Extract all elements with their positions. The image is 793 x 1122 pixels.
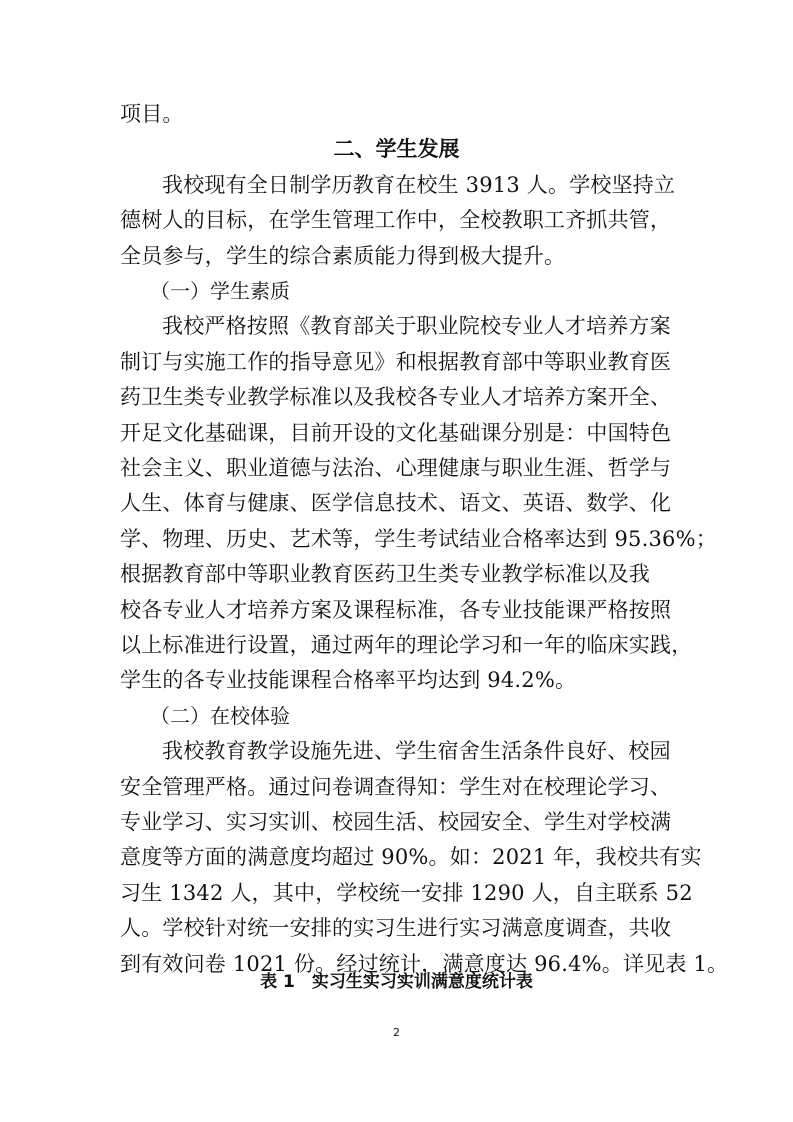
paragraph-line: 校各专业人才培养方案及课程标准，各专业技能课严格按照 (120, 598, 672, 622)
page-number: 2 (393, 1026, 400, 1039)
subheading-student-quality: （一）学生素质 (150, 279, 290, 303)
paragraph-line: 人。学校针对统一安排的实习生进行实习满意度调查，共收 (120, 916, 672, 940)
subheading-campus-experience: （二）在校体验 (150, 704, 290, 728)
paragraph-line: 习生 1342 人，其中，学校统一安排 1290 人，自主联系 52 (120, 881, 693, 905)
paragraph-line: 德树人的目标，在学生管理工作中，全校教职工齐抓共管， (120, 208, 672, 232)
paragraph-line: 我校严格按照《教育部关于职业院校专业人才培养方案 (162, 314, 671, 338)
paragraph-line: 药卫生类专业教学标准以及我校各专业人才培养方案开全、 (120, 385, 672, 409)
paragraph-line: 意度等方面的满意度均超过 90%。如：2021 年，我校共有实 (120, 845, 702, 869)
paragraph-line: 安全管理严格。通过问卷调查得知：学生对在校理论学习、 (120, 775, 672, 799)
paragraph-line: 以上标准进行设置，通过两年的理论学习和一年的临床实践， (120, 633, 693, 657)
paragraph-line: 我校现有全日制学历教育在校生 3913 人。学校坚持立 (162, 173, 676, 197)
paragraph-line: 人生、体育与健康、医学信息技术、语文、英语、数学、化 (120, 491, 672, 515)
table-caption: 表 1 实习生实习实训满意度统计表 (260, 972, 533, 992)
paragraph-line: 根据教育部中等职业教育医药卫生类专业教学标准以及我 (120, 562, 650, 586)
paragraph-line: 到有效问卷 1021 份。经过统计，满意度达 96.4%。详见表 1。 (120, 952, 729, 976)
paragraph-line: 学生的各专业技能课程合格率平均达到 94.2%。 (120, 668, 577, 692)
paragraph-line: 全员参与，学生的综合素质能力得到极大提升。 (120, 244, 566, 268)
paragraph-line: 社会主义、职业道德与法治、心理健康与职业生涯、哲学与 (120, 456, 672, 480)
paragraph-line: 我校教育教学设施先进、学生宿舍生活条件良好、校园 (162, 739, 671, 763)
paragraph-line: 项目。 (120, 102, 184, 126)
paragraph-line: 专业学习、实习实训、校园生活、校园安全、学生对学校满 (120, 810, 672, 834)
section-heading: 二、学生发展 (333, 137, 460, 161)
paragraph-line: 制订与实施工作的指导意见》和根据教育部中等职业教育医 (120, 350, 672, 374)
paragraph-line: 开足文化基础课，目前开设的文化基础课分别是：中国特色 (120, 421, 672, 445)
paragraph-line: 学、物理、历史、艺术等，学生考试结业合格率达到 95.36%； (120, 527, 717, 551)
